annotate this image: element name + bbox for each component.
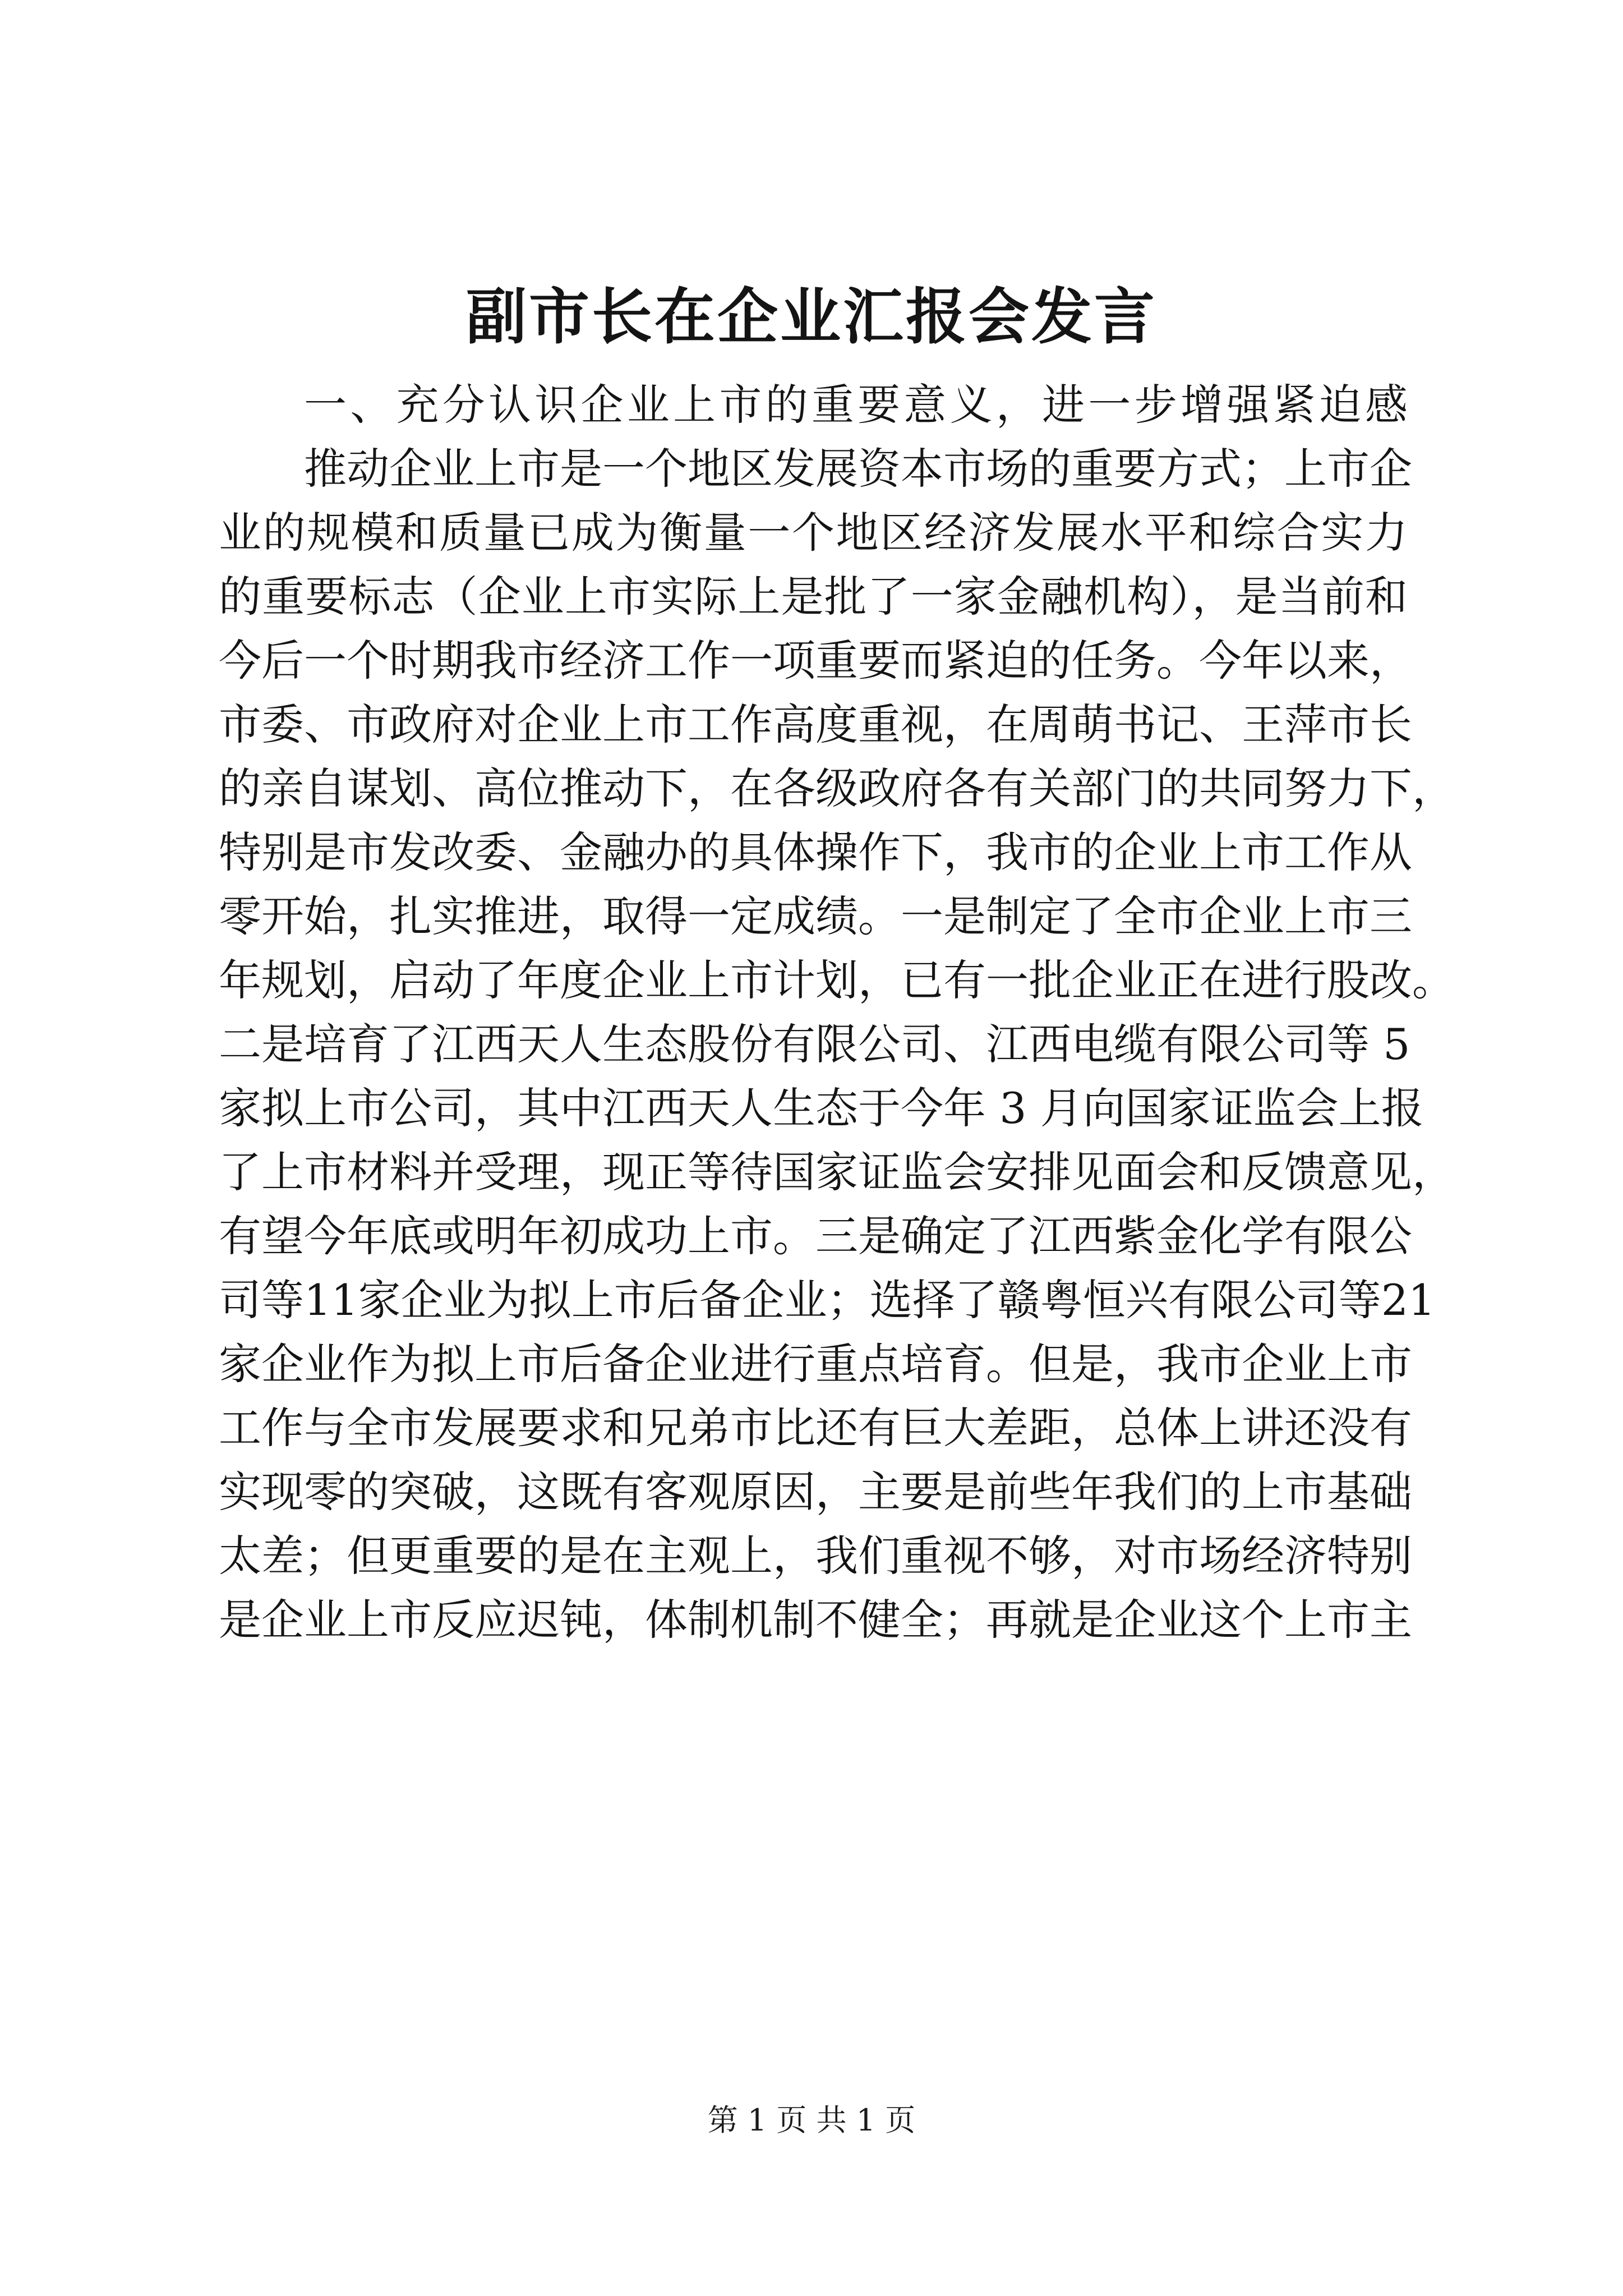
- paragraph-line: 家拟上市公司，其中江西天人生态于今年 3 月向国家证监会上报: [219, 1083, 1424, 1133]
- paragraph-line: 年规划，启动了年度企业上市计划，已有一批企业正在进行股改。: [219, 955, 1455, 1005]
- page-footer: 第 1 页 共 1 页: [707, 2102, 916, 2138]
- paragraph-line: 有望今年底或明年初成功上市。三是确定了江西紫金化学有限公: [219, 1211, 1412, 1261]
- paragraph-line: 实现零的突破，这既有客观原因，主要是前些年我们的上市基础: [219, 1467, 1412, 1517]
- paragraph-line: 特别是市发改委、金融办的具体操作下，我市的企业上市工作从: [219, 827, 1412, 877]
- document-title: 副市长在企业汇报会发言: [465, 282, 1157, 352]
- paragraph-line: 市委、市政府对企业上市工作高度重视，在周萌书记、王萍市长: [219, 700, 1412, 749]
- paragraph-line: 工作与全市发展要求和兄弟市比还有巨大差距，总体上讲还没有: [219, 1403, 1412, 1453]
- paragraph-line: 司等11家企业为拟上市后备企业；选择了赣粤恒兴有限公司等21: [219, 1275, 1436, 1325]
- paragraph-line: 业的规模和质量已成为衡量一个地区经济发展水平和综合实力: [219, 508, 1408, 558]
- paragraph-line: 二是培育了江西天人生态股份有限公司、江西电缆有限公司等 5: [219, 1019, 1410, 1069]
- paragraph-line: 推动企业上市是一个地区发展资本市场的重要方式；上市企: [304, 444, 1412, 494]
- paragraph-line: 今后一个时期我市经济工作一项重要而紧迫的任务。今年以来，: [219, 636, 1412, 685]
- paragraph-line: 零开始，扎实推进，取得一定成绩。一是制定了全市企业上市三: [219, 891, 1412, 941]
- document-body: [219, 373, 1455, 1652]
- paragraph-line: 的重要标志（企业上市实际上是批了一家金融机构），是当前和: [219, 572, 1408, 622]
- paragraph-line: 了上市材料并受理，现正等待国家证监会安排见面会和反馈意见，: [219, 1147, 1455, 1197]
- paragraph-line: 太差；但更重要的是在主观上，我们重视不够，对市场经济特别: [219, 1531, 1412, 1581]
- section-heading: 一、充分认识企业上市的重要意义，进一步增强紧迫感: [304, 380, 1408, 430]
- paragraph-line: 是企业上市反应迟钝，体制机制不健全；再就是企业这个上市主: [219, 1595, 1412, 1645]
- paragraph-line: 的亲自谋划、高位推动下，在各级政府各有关部门的共同努力下，: [219, 763, 1455, 813]
- paragraph-line: 家企业作为拟上市后备企业进行重点培育。但是，我市企业上市: [219, 1339, 1412, 1389]
